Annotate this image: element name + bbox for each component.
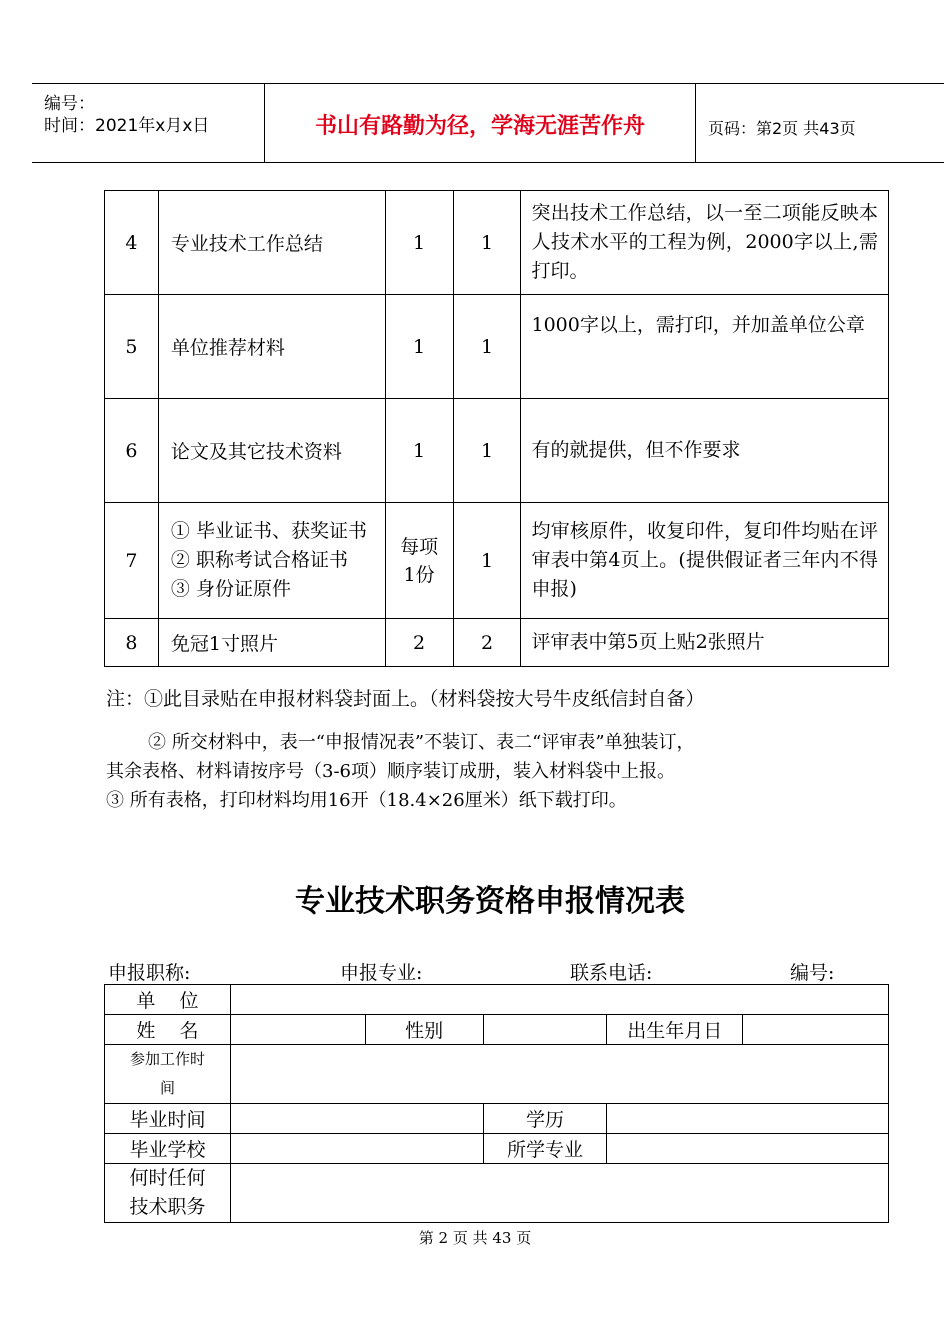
table-row: [105, 399, 889, 503]
motto: 书山有路勤为径，学海无涯苦作舟: [314, 114, 645, 139]
table-row: [105, 1164, 889, 1223]
material-name-line: ③ 身份证原件: [170, 578, 291, 600]
major-value-field[interactable]: [607, 1134, 889, 1164]
declared-major-label: 申报专业:: [340, 962, 423, 984]
work-start-value-field[interactable]: [230, 1045, 888, 1104]
table-row: [105, 295, 889, 399]
row-number: 8: [105, 619, 159, 667]
position-value-field[interactable]: [230, 1164, 888, 1223]
page-label: 页码：第2页 共43页: [708, 119, 856, 138]
school-value-field[interactable]: [230, 1134, 483, 1164]
material-name-line: ② 职称考试合格证书: [170, 549, 348, 571]
row-number: 5: [105, 295, 159, 399]
quantity-2: 1: [453, 503, 521, 619]
unit-value-field[interactable]: [230, 985, 888, 1015]
page-header: [32, 83, 944, 163]
note-1: 注：①此目录贴在申报材料袋封面上。（材料袋按大号牛皮纸信封自备）: [106, 688, 705, 710]
quantity-1: 2: [385, 619, 453, 667]
form-number-label: 编号:: [790, 962, 835, 984]
remark: 1000字以上，需打印，并加盖单位公章: [521, 295, 889, 399]
quantity-2: 2: [453, 619, 521, 667]
page-footer: 第 2 页 共 43 页: [418, 1229, 532, 1247]
header-info-cell: [32, 84, 265, 162]
application-form-table: [104, 984, 889, 1223]
remark: 评审表中第5页上贴2张照片: [521, 619, 889, 667]
table-row: [105, 619, 889, 667]
table-row: [105, 1015, 889, 1045]
note-2b: 其余表格、材料请按序号（3-6项）顺序装订成册，装入材料袋中上报。: [106, 761, 675, 782]
form-title: 专业技术职务资格申报情况表: [295, 884, 685, 919]
position-label: 何时任何技术职务: [105, 1164, 231, 1223]
education-label: 学历: [483, 1104, 607, 1134]
quantity-2: 1: [453, 295, 521, 399]
table-row: [105, 1104, 889, 1134]
unit-label: 单 位: [105, 985, 231, 1015]
quantity-1: 1: [385, 191, 453, 295]
table-row: [105, 1134, 889, 1164]
graduation-time-label: 毕业时间: [105, 1104, 231, 1134]
header-page-cell: [696, 84, 944, 162]
materials-table: [104, 190, 889, 667]
birth-value-field[interactable]: [743, 1015, 889, 1045]
row-number: 4: [105, 191, 159, 295]
header-motto-cell: [265, 84, 696, 162]
work-start-label: 参加工作时间: [105, 1045, 231, 1104]
material-name: 单位推荐材料: [158, 295, 385, 399]
row-number: 6: [105, 399, 159, 503]
note-3: ③ 所有表格，打印材料均用16开（18.4×26厘米）纸下载打印。: [106, 790, 627, 811]
remark: 有的就提供，但不作要求: [521, 399, 889, 503]
table-row: [105, 503, 889, 619]
table-row: [105, 985, 889, 1015]
remark: 均审核原件，收复印件，复印件均贴在评审表中第4页上。(提供假证者三年内不得申报): [521, 503, 889, 619]
gender-label: 性别: [365, 1015, 483, 1045]
phone-label: 联系电话:: [570, 962, 653, 984]
gender-value-field[interactable]: [483, 1015, 607, 1045]
education-value-field[interactable]: [607, 1104, 889, 1134]
table-row: [105, 191, 889, 295]
major-label: 所学专业: [483, 1134, 607, 1164]
material-name: 专业技术工作总结: [158, 191, 385, 295]
birth-label: 出生年月日: [607, 1015, 743, 1045]
quantity-2: 1: [453, 399, 521, 503]
name-value-field[interactable]: [230, 1015, 365, 1045]
material-name-line: ① 毕业证书、获奖证书: [170, 520, 367, 542]
material-name: 论文及其它技术资料: [158, 399, 385, 503]
material-name: [158, 503, 385, 619]
number-label: 编号：: [44, 94, 95, 114]
note-2a: ② 所交材料中，表一“申报情况表”不装订、表二“评审表”单独装订，: [148, 732, 695, 753]
school-label: 毕业学校: [105, 1134, 231, 1164]
quantity-1: 1: [385, 295, 453, 399]
declared-title-label: 申报职称:: [108, 962, 191, 984]
material-name: 免冠1寸照片: [158, 619, 385, 667]
graduation-time-value-field[interactable]: [230, 1104, 483, 1134]
quantity-1: 1: [385, 399, 453, 503]
table-row: [105, 1045, 889, 1104]
quantity-1: 每项1份: [385, 503, 453, 619]
row-number: 7: [105, 503, 159, 619]
time-label: 时间：2021年x月x日: [44, 116, 210, 136]
quantity-2: 1: [453, 191, 521, 295]
remark: 突出技术工作总结，以一至二项能反映本人技术水平的工程为例，2000字以上,需打印。: [521, 191, 889, 295]
name-label: 姓 名: [105, 1015, 231, 1045]
